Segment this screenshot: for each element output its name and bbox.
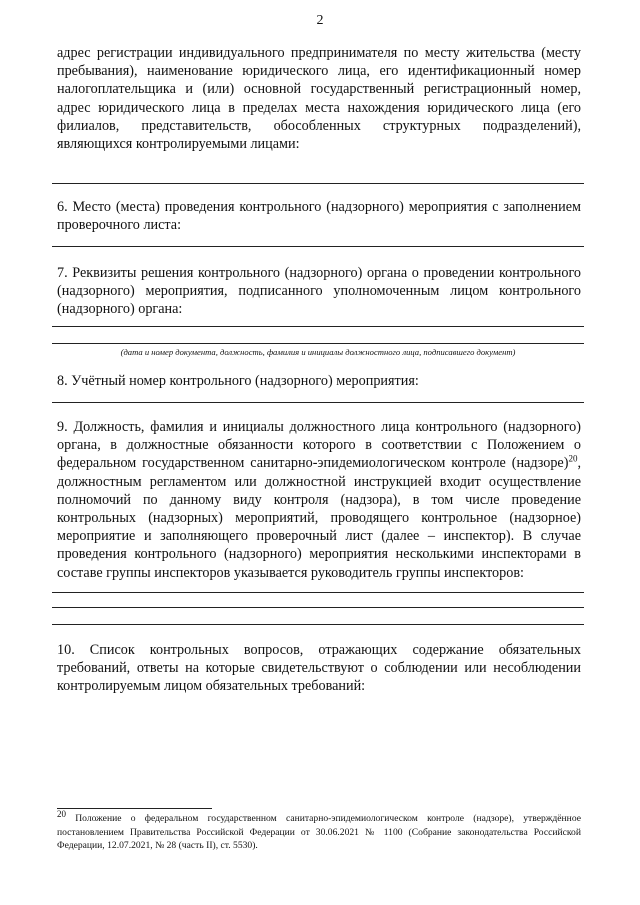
item-5-continuation: адрес регистрации индивидуального предпринимателя по месту жительства (месту пребывания), наименование юридического лица, его идентификационный номер налогоплательщика и (или) основной государственный регистрационный номер, адрес юридического лица в пределах места нахождения юридического лица (его филиалов, представительств, обособленных структурных подразделений), являющихся контролируемыми лицами: <box>57 45 581 153</box>
fill-line-7a[interactable] <box>52 326 584 327</box>
fill-line-5[interactable] <box>52 183 584 184</box>
fill-line-9b[interactable] <box>52 607 584 608</box>
item-7-text: 7. Реквизиты решения контрольного (надзорного) органа о проведении контрольного (надзорного) мероприятия, подписанного уполномоченным лицом контрольного (надзорного) органа: <box>57 265 581 318</box>
fill-line-6[interactable] <box>52 246 584 247</box>
footnote-mark: 20 <box>57 808 66 819</box>
footnote-text: Положение о федеральном государственном санитарно-эпидемиологическом контроле (надзоре), утверждённое постановлением Правительства Российской Федерации от 30.06.2021 № 1100 (Собрание законодательства Российской Федерации, 12.07.2021, № 28 (часть II), ст. 5530). <box>57 813 581 852</box>
item-8-text: 8. Учётный номер контрольного (надзорного) мероприятия: <box>57 373 419 389</box>
item-6-text: 6. Место (места) проведения контрольного (надзорного) мероприятия с заполнением проверочного листа: <box>57 199 581 234</box>
footnote-separator <box>57 808 212 809</box>
fill-line-9a[interactable] <box>52 592 584 593</box>
item-10-text: 10. Список контрольных вопросов, отражающих содержание обязательных требований, ответы на которые свидетельствуют о соблюдении или несоблюдении контролируемым лицом обязательных требований: <box>57 642 581 695</box>
page-number: 2 <box>316 13 324 28</box>
item-7-caption: (дата и номер документа, должность, фамилия и инициалы должностного лица, подписавшего документ) <box>120 347 516 357</box>
item-9-text-b: , должностным регламентом или должностной инструкцией входит осуществление полномочий по данному виду контроля (надзора), в том числе проведение контрольных (надзорных) мероприятий, проводящего контрольное (надзорное) мероприятие и заполняющего проверочный лист (далее – инспектор). В случае проведения контрольного (надзорного) мероприятия несколькими инспекторами в составе группы инспекторов указывается руководитель группы инспекторов: <box>57 455 581 581</box>
fill-line-7b[interactable] <box>52 343 584 344</box>
fill-line-8[interactable] <box>52 402 584 403</box>
footnote-20 <box>57 808 581 853</box>
fill-line-9c[interactable] <box>52 624 584 625</box>
item-9-text-a: 9. Должность, фамилия и инициалы должностного лица контрольного (надзорного) органа, в должностные обязанности которого в соответствии с Положением о федеральном государственном санитарно-эпидемиологическом контроле (надзоре) <box>57 419 581 472</box>
item-9-text <box>57 418 581 582</box>
footnote-ref-20: 20 <box>568 453 578 464</box>
